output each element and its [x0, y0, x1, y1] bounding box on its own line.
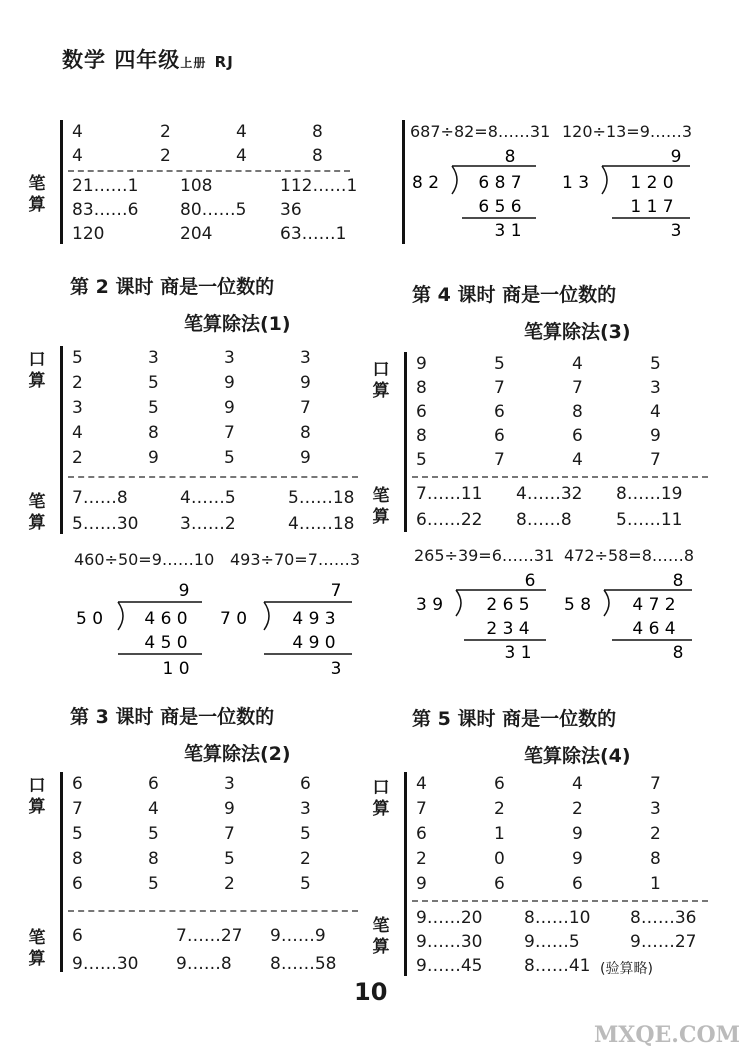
- header-edition: RJ: [214, 53, 234, 71]
- divisor: 5 0: [76, 609, 104, 629]
- lesson-title: 第 5 课时 商是一位数的 笔算除法(4): [412, 708, 631, 767]
- dashed-divider: [412, 900, 708, 902]
- remainder: 3 1: [504, 643, 532, 663]
- division-equation: 120÷13=9……3: [562, 122, 693, 141]
- remainder: 8: [672, 643, 684, 663]
- division-equation: 493÷70=7……3: [230, 550, 361, 569]
- remainder: 3: [670, 221, 682, 241]
- dividend: 4 9 3: [292, 609, 336, 629]
- lesson-title: 第 2 课时 商是一位数的 笔算除法(1): [70, 276, 291, 335]
- dashed-divider: [68, 910, 358, 912]
- divisor: 7 0: [220, 609, 248, 629]
- quotient: 9: [670, 147, 682, 167]
- long-division-diagram: [562, 568, 702, 668]
- label-oral: 口算: [372, 360, 390, 401]
- long-division-diagram: [560, 144, 700, 244]
- long-division-diagram: [414, 568, 554, 668]
- quotient: 9: [178, 581, 190, 601]
- label-written: 笔算: [372, 916, 390, 957]
- page-header: [62, 44, 234, 74]
- quotient: 7: [330, 581, 342, 601]
- quotient: 6: [524, 571, 536, 591]
- product: 1 1 7: [630, 197, 674, 217]
- lesson-title: 第 4 课时 商是一位数的 笔算除法(3): [412, 284, 631, 343]
- page-number: 10: [354, 978, 388, 1006]
- dashed-divider: [68, 170, 350, 172]
- divisor: 1 3: [562, 173, 590, 193]
- dividend: 6 8 7: [478, 173, 522, 193]
- product: 6 5 6: [478, 197, 522, 217]
- header-grade: 四年级: [114, 48, 181, 72]
- remainder: 1 0: [162, 659, 190, 679]
- division-equation: 472÷58=8……8: [564, 546, 695, 565]
- product: 4 6 4: [632, 619, 676, 639]
- quotient: 8: [672, 571, 684, 591]
- dividend: 1 2 0: [630, 173, 674, 193]
- label-written: 笔算: [28, 174, 46, 215]
- product: 4 9 0: [292, 633, 336, 653]
- label-written: 笔算: [372, 486, 390, 527]
- dashed-divider: [412, 476, 708, 478]
- label-written: 笔算: [28, 928, 46, 969]
- dividend: 4 7 2: [632, 595, 676, 615]
- product: 4 5 0: [144, 633, 188, 653]
- division-equation: 460÷50=9……10: [74, 550, 215, 569]
- lesson-title: 第 3 课时 商是一位数的 笔算除法(2): [70, 706, 291, 765]
- division-equation: 265÷39=6……31: [414, 546, 555, 565]
- divisor: 5 8: [564, 595, 592, 615]
- label-oral: 口算: [28, 776, 46, 817]
- dividend: 2 6 5: [486, 595, 530, 615]
- long-division-diagram: [410, 144, 550, 244]
- dividend: 4 6 0: [144, 609, 188, 629]
- header-subject: 数学: [62, 48, 106, 72]
- remainder: 3 1: [494, 221, 522, 241]
- dashed-divider: [68, 476, 358, 478]
- long-division-diagram: [218, 576, 358, 680]
- label-oral: 口算: [372, 778, 390, 819]
- remainder: 3: [330, 659, 342, 679]
- product: 2 3 4: [486, 619, 530, 639]
- watermark-logo: MXQE.COM: [593, 1022, 740, 1048]
- divisor: 3 9: [416, 595, 444, 615]
- divisor: 8 2: [412, 173, 440, 193]
- division-equation: 687÷82=8……31: [410, 122, 551, 141]
- long-division-diagram: [74, 576, 214, 680]
- header-volume: 上册: [180, 56, 207, 70]
- label-oral: 口算: [28, 350, 46, 391]
- label-written: 笔算: [28, 492, 46, 533]
- quotient: 8: [504, 147, 516, 167]
